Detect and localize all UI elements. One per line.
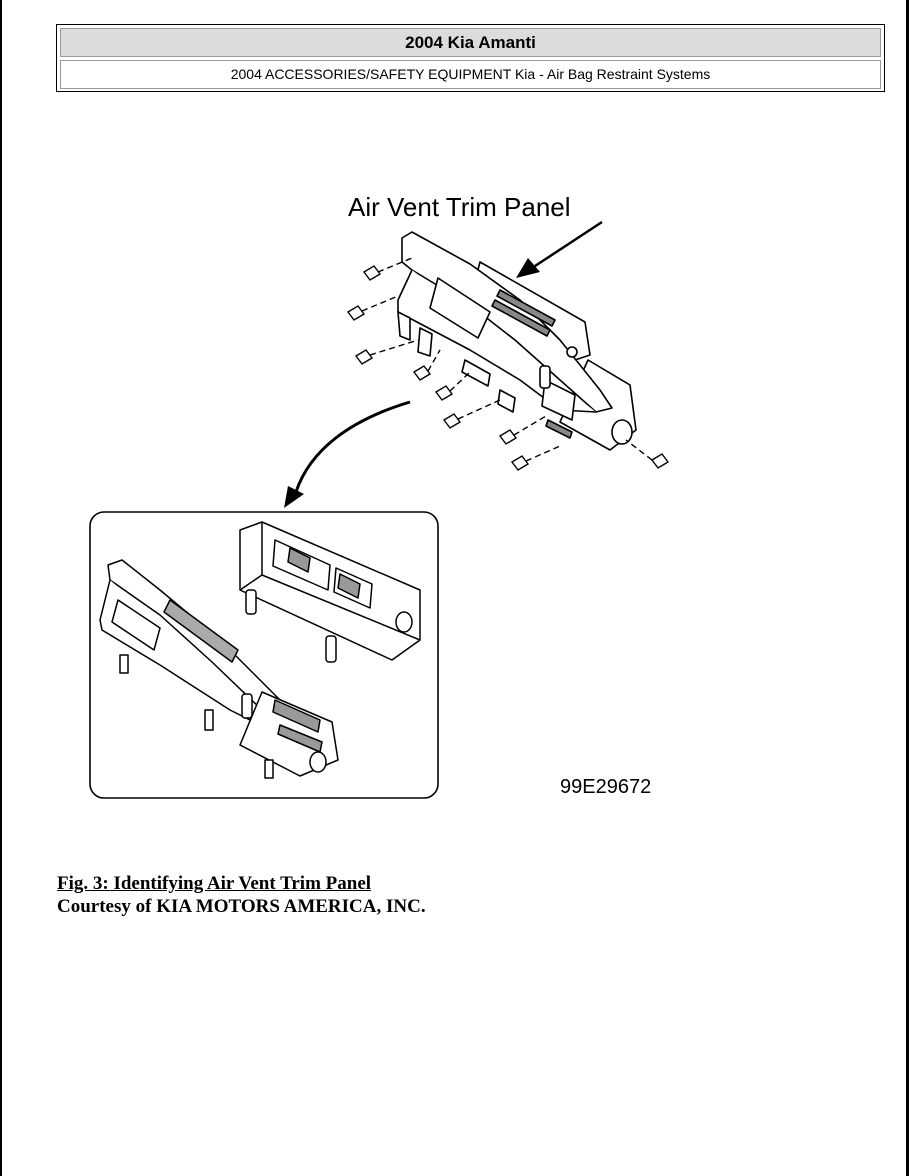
caption-title: Fig. 3: Identifying Air Vent Trim Panel: [57, 873, 372, 894]
figure-label: Air Vent Trim Panel: [348, 192, 571, 222]
caption-courtesy: Courtesy of KIA MOTORS AMERICA, INC.: [57, 896, 426, 917]
screw: [436, 372, 470, 400]
screw: [356, 340, 418, 364]
document-title: 2004 Kia Amanti: [60, 28, 881, 57]
screw: [512, 446, 560, 470]
curved-arrow: [284, 402, 410, 508]
figure-caption: [57, 872, 426, 918]
upper-assembly: [398, 232, 636, 450]
screw: [444, 400, 500, 428]
screw: [500, 416, 546, 444]
figure-code: 99E29672: [560, 776, 652, 798]
pointer-arrow: [516, 222, 602, 278]
screw: [348, 296, 398, 320]
document-subtitle: 2004 ACCESSORIES/SAFETY EQUIPMENT Kia - Air Bag Restraint Systems: [60, 60, 881, 89]
screw: [626, 440, 668, 468]
